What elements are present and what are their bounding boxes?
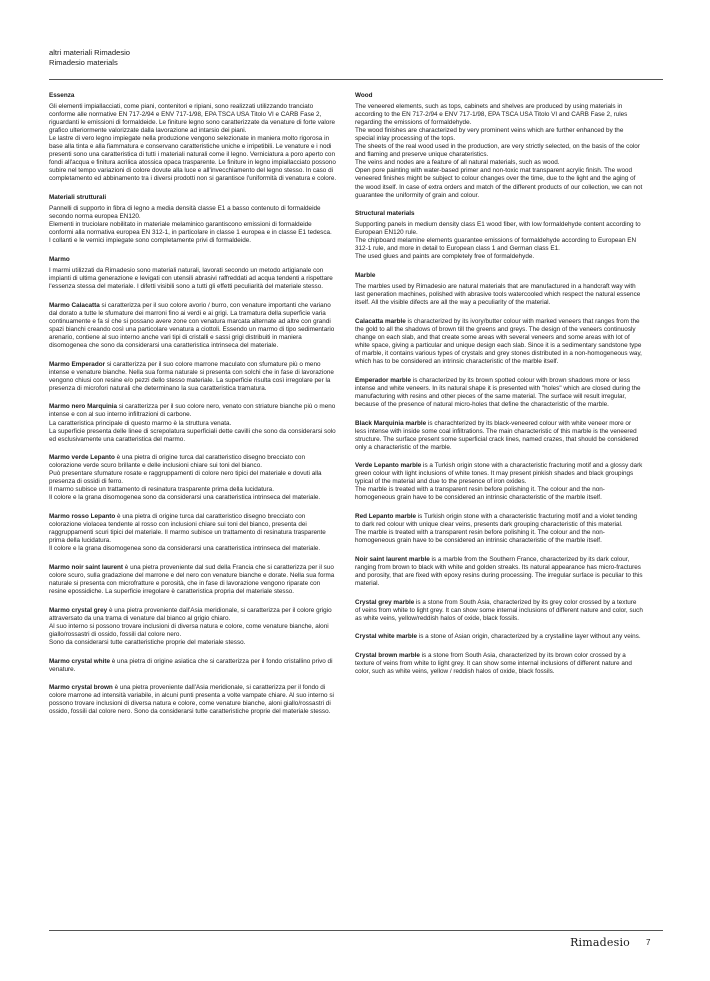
- marble-list: [355, 318, 643, 676]
- marble-name: Black Marquinia marble: [355, 419, 427, 427]
- structural-title: Structural materials: [355, 210, 415, 218]
- strutturali-body: [49, 205, 337, 245]
- paragraph-line: The used glues and paints are completely free of formaldehyde.: [355, 253, 535, 261]
- marble-entry: Calacatta marble is characterized by its ivory/butter colour with marked veneers that ranges from the the gold to all the shadows of brown till the greens and greys. The design of the veneers continuosly change on each slab, and that create some areas with several veneers and some areas with lot of white space, giving a particular and unique design each slab. Since it is a sedimentary sandstone type of marble, it contains various types of crystals and grey stones distributed in a non-homogeneous way, which has to be considered an intrinsic characteristic of the marble itself.: [355, 317, 642, 366]
- marble-entry: Marmo nero Marquinia si caratterizza per il suo colore nero, venato con striature bianche più o meno intense e con al suo interno infiltrazioni di carbone. La caratteristica principale di questo marmo è la struttura venata. La superficie presenta delle linee di screpolatura superficiali dette cavilli che sono da considerarsi solo ed esclusivamente una caratteristica del marmo.: [49, 403, 336, 443]
- wood-title: Wood: [355, 92, 373, 99]
- paragraph-line: The veins and nodes are a feature of all natural materials, such as wood.: [355, 159, 560, 167]
- essenza-body: [49, 103, 337, 183]
- marble-name: Crystal white marble: [355, 633, 418, 641]
- page-number: 7: [646, 938, 651, 947]
- paragraph-line: Supporting panels in medium density class E1 wood fiber, with low formaldehyde content according to European EN120 rule.: [355, 221, 641, 237]
- paragraph-line: Elementi in truciolare nobilitato in materiale melaminico garantiscono emissioni di formaldeide conformi alla normativa europea EN 312-1, in particolare in classe 1 europea e in classe E1 tedesca.: [49, 221, 332, 237]
- english-column: [355, 92, 643, 687]
- marble-name: Red Lepanto marble: [355, 513, 416, 521]
- essenza-title: Essenza: [49, 92, 75, 99]
- marble-entry: Marmo noir saint laurent è una pietra proveniente dal sud della Francia che si caratterizza per il suo colore scuro, sulla gradazione del marrone e del nero con venature bianche e dorate. Nella sua forma naturale si presenta con microfratture e porosità, che in fase di lavorazione vengono riparate con resine epossidiche. La superficie irregolare è caratteristica propria del materiale stesso.: [49, 563, 335, 596]
- marble-entry: Emperador marble is characterized by its brown spotted colour with brown shadows more or less intense and white veneers. In its natural shape it is presented with "holes" which are closed during the manufacturing with resins and other pieces of the same material. The surface will result irregular, because of the presence of natural micro-holes that define the characteristic of the marble.: [355, 376, 641, 408]
- paragraph-line: The chipboard melamine elements guarantee emissions of formaldehyde according to European EN 312-1 rule, and more in detail to European class 1 and German class E1.: [355, 237, 637, 253]
- paragraph-line: Pannelli di supporto in fibra di legno a media densità classe E1 a basso contenuto di formaldeide secondo norma europea EN120.: [49, 205, 321, 221]
- marble-name: Crystal grey marble: [355, 598, 415, 606]
- marble-entry: Marmo crystal white è una pietra di origine asiatica che si caratterizza per il fondo cristallino privo di venature.: [49, 657, 333, 673]
- wood-body: [355, 103, 643, 200]
- marble-entry: Crystal brown marble is a stone from South Asia, characterized by its brown color crossed by a texture of veins from white to light grey. It can show some internal inclusions of different nature and color, such as white veins, yellow / reddish halos of oxide, black fossils.: [355, 652, 632, 676]
- paragraph-line: The veneered elements, such as tops, cabinets and shelves are produced by using materials in according to the EN 717-2/94 e ENV 717-1/98, EPA TSCA USA Titolo VI and CARB Fase 2, rules regarding the emissions of formaldehyde.: [355, 103, 628, 127]
- marble-entry: Marmo Emperador si caratterizza per il suo colore marrone maculato con sfumature più o meno intense e venature bianche. Nella sua forma naturale si presenta con solchi che in fase di lavorazione vengono chiusi con resine e/o pezzi dello stesso materiale. La superficie risulta così irregolare per la presenza di microfori naturali che determinano la sua caratteristica tramatura.: [49, 360, 334, 392]
- top-divider: [49, 79, 663, 80]
- paragraph-line: The wood finishes are characterized by very prominent veins which are further enhanced by the special inlay processing of the tops.: [355, 127, 624, 143]
- paragraph-line: I collanti e le vernici impiegate sono completamente privi di formaldeide.: [49, 237, 252, 245]
- marble-entry: Marmo verde Lepanto è una pietra di origine turca dal caratteristico disegno brecciato con colorazione verde scuro brillante e delle inclusioni chiare sui toni del bianco. Può presentare sfumature rosate e raggruppamenti di colore nero tipici del materiale e dovuti alla presenza di ossidi di ferro. Il marmo subisce un trattamento di resinatura trasparente prima della lucidatura. Il colore e la grana disomogenea sono da considerarsi una caratteristica intrinseca del materiale.: [49, 454, 322, 502]
- marble-entry: Marmo Calacatta si caratterizza per il suo colore avorio / burro, con venature importanti che variano dal dorato a tutte le sfumature dei marroni fino ai verdi e ai grigi. La tramatura della superficie varia continuamente e fa sì che si possano avere zone con venatura marcata alternate ad altre con grandi spazi bianchi creando così una particolare venatura a ciottoli. Essendo un marmo di tipo sedimentario arenario, contiene al suo interno anche vari tipi di cristalli e sassi grigi distribuiti in maniera disomogenea che sono da considerarsi una caratteristica intrinseca del materiale.: [49, 301, 335, 349]
- marble-name: Marmo verde Lepanto: [49, 454, 115, 462]
- brand-logo: Rimadesio: [570, 936, 630, 949]
- marble-name: Marmo crystal brown: [49, 684, 113, 692]
- marble-name: Marmo noir saint laurent: [49, 563, 124, 571]
- marble-entry: Red Lepanto marble is Turkish origin stone with a characteristic fracturing motif and a violet tending to dark red colour with unique clear veins, presents dark grouping characteristic of this material. The marble is treated with a transparent resin before polishing it. The colour and the non-homogeneous grain have to be considered an intrinsic characteristic of the marble itself.: [355, 513, 638, 545]
- paragraph-line: The sheets of the real wood used in the production, are very strictly selected, on the basis of the color and flaming and preserve unique charateristics.: [355, 143, 640, 159]
- marble-name: Calacatta marble: [355, 317, 406, 325]
- marble-entry: Verde Lepanto marble is a Turkish origin stone with a characteristic fracturing motif and a glossy dark green colour with light inclusions of white tones. It may present pinkish shades and black groupings typical of the material and due to the presence of iron oxides. The marble is treated with a transparent resin before polishing it. The colour and the non-homogeneous grain have to be considered an intrinsic characteristic of the marble itself.: [355, 462, 643, 502]
- marble-entry: Crystal grey marble is a stone from South Asia, characterized by its grey color crossed by a texture of veins from white to light grey. It can show some internal inclusions of different nature and color, such as white veins, yellow/reddish halos of oxide, black fossils.: [355, 598, 643, 622]
- marble-entry: Crystal white marble is a stone of Asian origin, characterized by a crystalline layer without any veins.: [355, 633, 641, 641]
- header-line-english: Rimadesio materials: [49, 58, 118, 67]
- paragraph-line: Gli elementi impiallacciati, come piani, contenitori e ripiani, sono realizzati utilizzando tranciato conforme alle normative EN 717-2/94 e ENV 717-1/98, EPA TSCA USA Titolo VI e CARB Fase 2, riguardanti le emissioni di formaldeide. Le finiture legno sono caratterizzate da venature di forte valore grafico ulteriormente valorizzate dalla lavorazione ad intarsio dei piani.: [49, 103, 335, 135]
- header-line-italian: altri materiali Rimadesio: [49, 48, 131, 57]
- marble-name: Marmo rosso Lepanto: [49, 513, 116, 521]
- marble-intro: [355, 283, 643, 307]
- marmo-intro: [49, 267, 337, 291]
- marble-name: Marmo nero Marquinia: [49, 403, 118, 411]
- marble-name: Emperador marble: [355, 376, 412, 384]
- page-header: [49, 48, 130, 68]
- marble-name: Verde Lepanto marble: [355, 462, 422, 470]
- marble-entry: Marmo crystal brown è una pietra proveniente dall'Asia meridionale, si caratterizza per il fondo di colore marrone ad intensità variabile, in alcuni punti presenta a volte vampate chiare. Al suo interno si possono trovare inclusioni di diversa natura e colore, come venature bianche, aloni giallo/rossastri di ossido, fossili dal colore nero. Sono da considerarsi tutte caratteristiche proprie del materiale stesso.: [49, 684, 334, 716]
- paragraph-line: The marbles used by Rimadesio are natural materials that are manufactured in a handcraft way with last generation machines, polished with abrasive tools watercooled which respect the natural essence itself. All the visible difects are all the way a peculiarity of the material.: [355, 283, 641, 307]
- marmo-title: Marmo: [49, 255, 70, 263]
- paragraph-line: Le lastre di vero legno impiegate nella produzione vengono selezionate in maniera molto rigorosa in base alla tinta e alla fiammatura e conservano caratteristiche uniche e irripetibili. Le venature e i nodi presenti sono una caratteristica di tutti i materiali naturali come il legno. Verniciatura a poro aperto con fondi all'acqua e finitura acrilica atossica opaca trasparente. Le finiture in legno impiallacciato possono subire nel tempo variazioni di colore dovute alla luce e all'invecchiamento del legno stesso. In caso di completamento ed abbinamento tra i diversi prodotti non si garantisce l'uniformità di venatura e colore.: [49, 135, 337, 183]
- marble-entry: Black Marquinia marble is charachterized by its black-veneered colour with white veneer more or less intense with inside some coal infiltrations. The main characteristic of this marble is the veneered structure. The surface present some superficial crack lines, named crazes, that should be considered only a characteristic of the marble.: [355, 419, 639, 451]
- marble-name: Marmo crystal white: [49, 657, 110, 665]
- strutturali-title: Materiali strutturali: [49, 194, 107, 202]
- italian-column: [49, 92, 337, 727]
- marble-entry: Noir saint laurent marble is a marble from the Southern France, characterized by its dark colour, ranging from brown to black with white and golden streaks. Its natural appearance has micro-fractures and porosity, that are fixed with epoxy resins during processing. The irregular surface is peculiar to this material.: [355, 555, 643, 588]
- marble-name: Marmo crystal grey: [49, 606, 108, 614]
- marble-name: Noir saint laurent marble: [355, 555, 430, 563]
- structural-body: [355, 221, 643, 261]
- bottom-divider: [49, 930, 663, 931]
- marble-name: Marmo Calacatta: [49, 301, 100, 309]
- marble-title: Marble: [355, 272, 376, 280]
- marble-entry: Marmo crystal grey è una pietra proveniente dall'Asia meridionale, si caratterizza per il colore grigio attraversato da una trama di venature dal bianco al grigio chiaro. Al suo interno si possono trovare inclusioni di diversa natura e colore, come venature bianche, aloni giallo/rossastri di ossido, fossili dal colore nero. Sono da considerarsi tutte caratteristiche proprie del materiale stesso.: [49, 606, 332, 646]
- marble-name: Marmo Emperador: [49, 360, 106, 368]
- marble-name: Crystal brown marble: [355, 652, 420, 660]
- marble-entry: Marmo rosso Lepanto è una pietra di origine turca dal caratteristico disegno brecciato con colorazione violacea tendente al rosso con inclusioni chiare sui toni del bianco, presenta dei raggruppamenti scuri tipici del materiale. Il marmo subisce un trattamento di resinatura trasparente prima della lucidatura. Il colore e la grana disomogenea sono da considerarsi una caratteristica intrinseca del materiale.: [49, 513, 326, 553]
- marmo-list: [49, 302, 337, 717]
- paragraph-line: Open pore painting with water-based primer and non-toxic mat transparent acrylic finish. The wood veneered finishes might be subject to colour changes over the time, due to the light and the aging of the wood itself. In case of extra orders and match of the different products of our collection, we can not guarantee the uniformity of grain and colour.: [355, 167, 643, 199]
- paragraph-line: I marmi utilizzati da Rimadesio sono materiali naturali, lavorati secondo un metodo artigianale con impianti di ultima generazione e levigati con utensili abrasivi raffreddati ad acqua tendenti a rispettare l'essenza stessa del materiale. I difetti visibili sono a tutti gli effetti peculiarità del materiale stesso.: [49, 267, 333, 291]
